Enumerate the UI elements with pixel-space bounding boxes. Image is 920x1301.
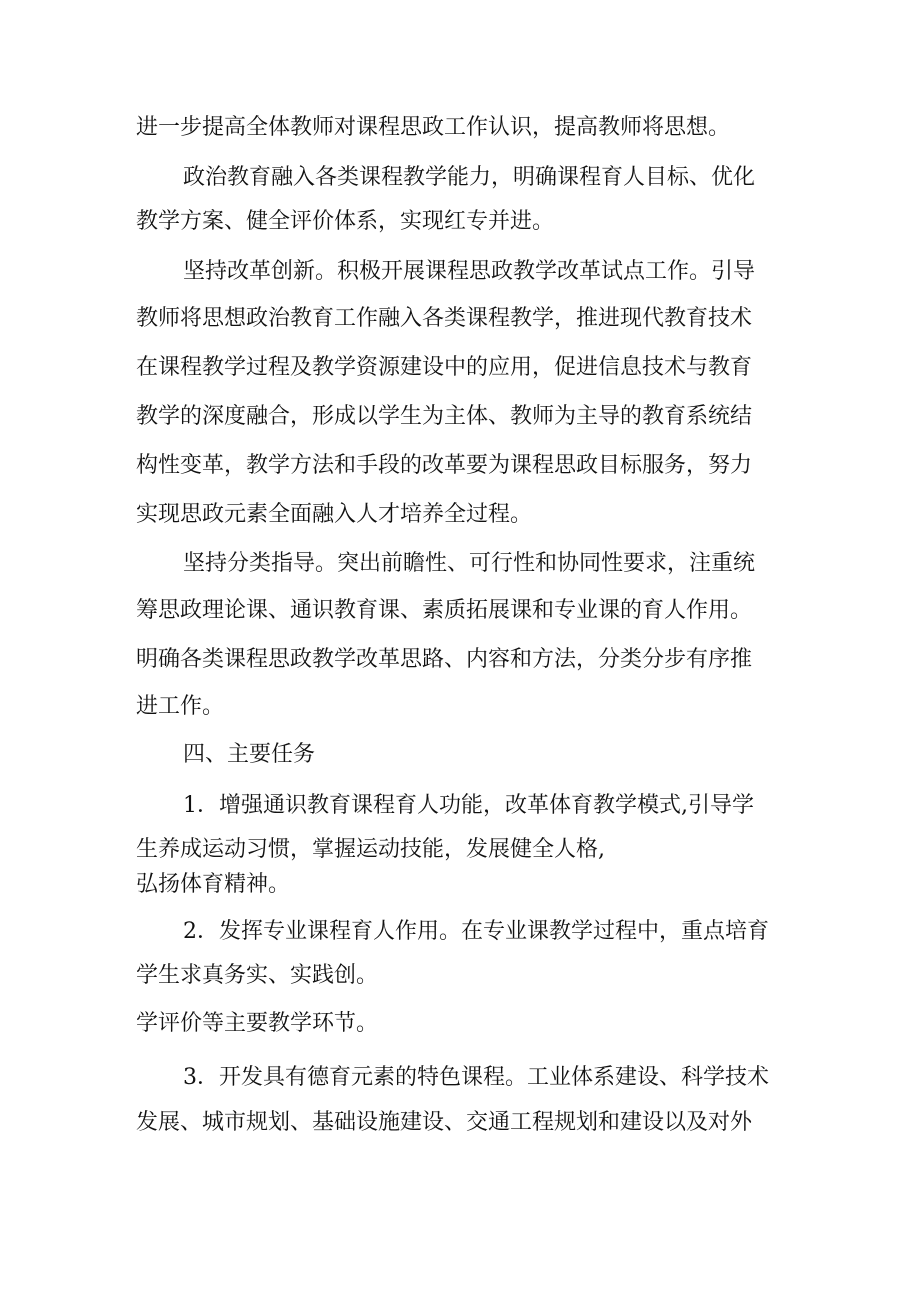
text-line: 进工作。 (136, 694, 225, 719)
text-line: 学生求真务实、实践创。 (136, 963, 379, 988)
text-line: 教师将思想政治教育工作融入各类课程教学，推进现代教育技术 (136, 306, 753, 331)
text-line: 弘扬体育精神。 (136, 872, 291, 897)
text-line: 在课程教学过程及教学资源建设中的应用，促进信息技术与教育 (136, 355, 753, 380)
text-line: 教学方案、健全评价体系，实现红专并进。 (136, 209, 555, 234)
text-line: 进一步提高全体教师对课程思政工作认识，提高教师将思想。 (136, 115, 731, 140)
text-line: 构性变革，教学方法和手段的改革要为课程思政目标服务，努力 (136, 453, 753, 478)
text-line: 2．发挥专业课程育人作用。在专业课教学过程中，重点培育 (183, 919, 769, 944)
section-heading: 四、主要任务 (183, 742, 316, 767)
text-line: 1．增强通识教育课程育人功能，改革体育教学模式,引导学 (183, 793, 754, 818)
text-line: 教学的深度融合，形成以学生为主体、教师为主导的教育系统结 (136, 404, 753, 429)
text-line: 筹思政理论课、通识教育课、素质拓展课和专业课的育人作用。 (136, 598, 753, 623)
text-line: 实现思政元素全面融入人才培养全过程。 (136, 502, 533, 527)
text-line: 政治教育融入各类课程教学能力，明确课程育人目标、优化 (183, 165, 756, 190)
text-line: 坚持分类指导。突出前瞻性、可行性和协同性要求，注重统 (183, 551, 756, 576)
text-line: 明确各类课程思政教学改革思路、内容和方法，分类分步有序推 (136, 647, 753, 672)
text-line: 生养成运动习惯，掌握运动技能，发展健全人格, (136, 837, 605, 862)
text-line: 3．开发具有德育元素的特色课程。工业体系建设、科学技术 (183, 1065, 769, 1090)
text-line: 发展、城市规划、基础设施建设、交通工程规划和建设以及对外 (136, 1110, 753, 1135)
text-line: 学评价等主要教学环节。 (136, 1011, 379, 1036)
text-line: 坚持改革创新。积极开展课程思政教学改革试点工作。引导 (183, 259, 756, 284)
